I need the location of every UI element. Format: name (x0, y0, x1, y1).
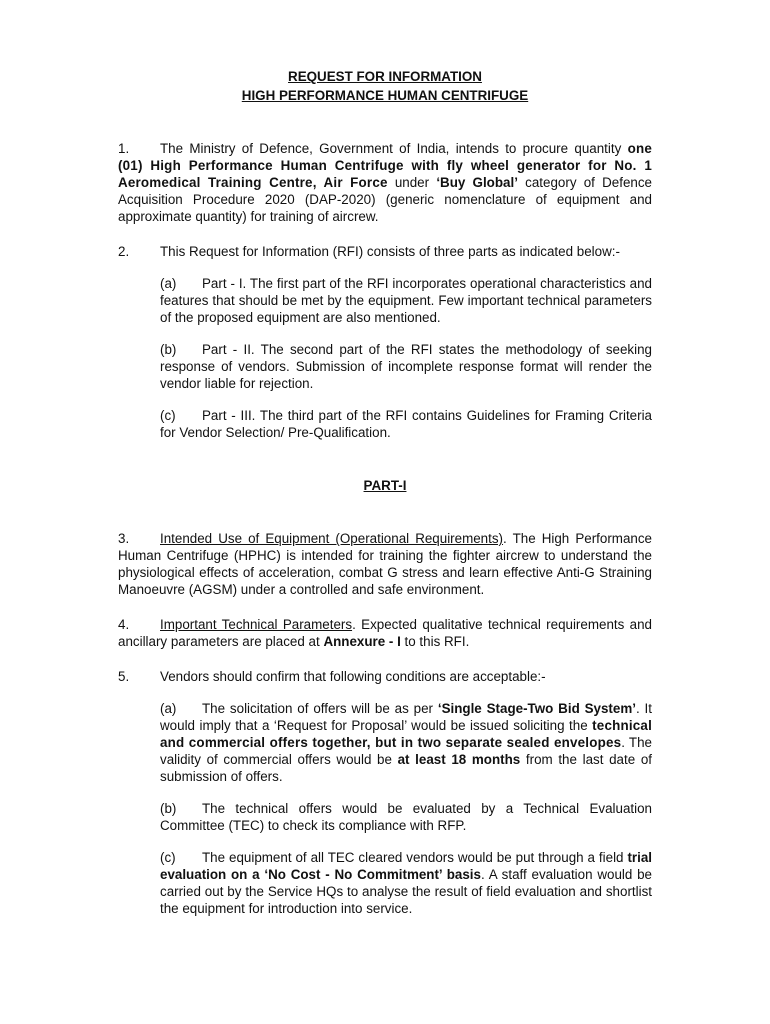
paragraph-2 (118, 243, 652, 260)
paragraph-5-sub-a: (a) The solicitation of offers will be as per ‘Single Stage-Two Bid System’. It would imply that a ‘Request for Proposal’ would be issued soliciting the technical and commercial offers together, but in two separate sealed envelopes. The validity of commercial offers would be at least 18 months from the last date of submission of offers. (160, 701, 652, 784)
paragraph-2-sub-c: (c) Part - III. The third part of the RFI contains Guidelines for Framing Criteria for Vendor Selection/ Pre-Qualification. (160, 408, 652, 440)
paragraph-2-sub-a: (a) Part - I. The first part of the RFI incorporates operational characteristics and features that should be met by the equipment. Few important technical parameters of the proposed equipment are also mentioned. (160, 276, 652, 325)
part-1-heading: PART-I (363, 478, 407, 493)
paragraph-3-heading: Intended Use of Equipment (Operational Requirements) (160, 531, 504, 546)
paragraph-1: 1. The Ministry of Defence, Government of India, intends to procure quantity one (01) High Performance Human Centrifuge with fly wheel generator for No. 1 Aeromedical Training Centre, Air Force under ‘Buy Global’ category of Defence Acquisition Procedure 2020 (DAP-2020) (generic nomenclature of equipment and approximate quantity) for training of aircrew. (118, 141, 652, 224)
paragraph-5-sub-b: (b) The technical offers would be evaluated by a Technical Evaluation Committee (TEC) to check its compliance with RFP. (160, 801, 652, 833)
document-title-line2: HIGH PERFORMANCE HUMAN CENTRIFUGE (241, 88, 529, 103)
document-title-line1: REQUEST FOR INFORMATION (288, 69, 482, 84)
paragraph-4: 4. Important Technical Parameters. Expected qualitative technical requirements and ancillary parameters are placed at Annexure - I to this RFI. (118, 617, 652, 649)
paragraph-2-sub-b: (b) Part - II. The second part of the RFI states the methodology of seeking response of vendors. Submission of incomplete response format will render the vendor liable for rejection. (160, 342, 652, 391)
paragraph-1-number: 1. (118, 141, 130, 156)
paragraph-3: 3. Intended Use of Equipment (Operational Requirements). The High Performance Human Centrifuge (HPHC) is intended for training the fighter aircrew to understand the physiological effects of acceleration, combat G stress and learn effective Anti-G Straining Manoeuvre (AGSM) under a controlled and safe environment. (118, 531, 652, 597)
paragraph-5 (118, 668, 652, 685)
paragraph-2-text: This Request for Information (RFI) consists of three parts as indicated below:- (160, 244, 620, 259)
paragraph-4-heading: Important Technical Parameters (160, 617, 353, 632)
paragraph-2-number: 2. (118, 244, 130, 259)
document-page (118, 68, 652, 917)
paragraph-5-number: 5. (118, 669, 130, 684)
paragraph-5-sub-c: (c) The equipment of all TEC cleared vendors would be put through a field trial evaluation on a ‘No Cost - No Commitment’ basis. A staff evaluation would be carried out by the Service HQs to analyse the result of field evaluation and shortlist the equipment for introduction into service. (160, 850, 652, 916)
paragraph-5-text: Vendors should confirm that following conditions are acceptable:- (160, 669, 546, 684)
